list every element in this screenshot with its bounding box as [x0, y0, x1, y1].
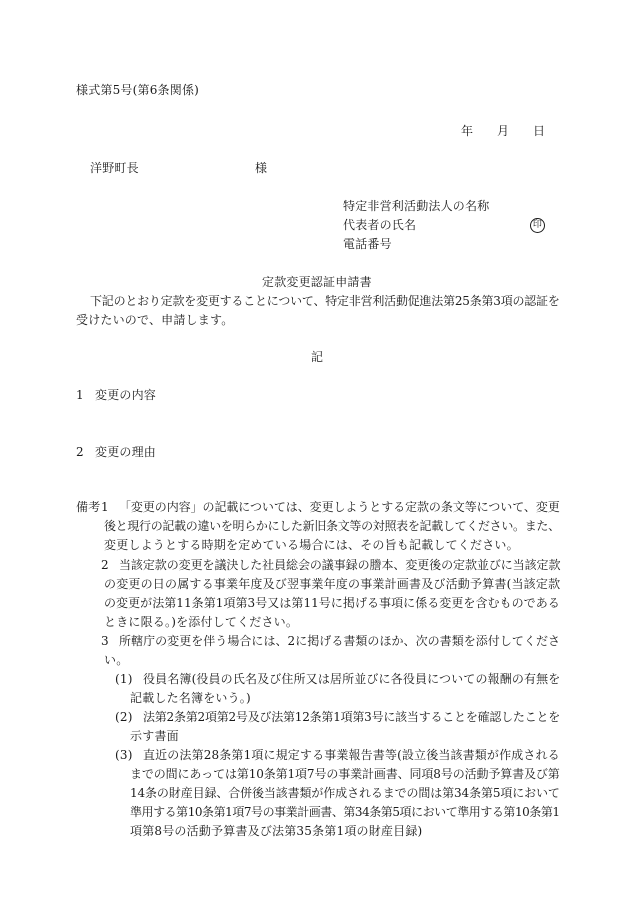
note-2-line: ときに限る。)を添付してください。: [104, 615, 299, 629]
recipient-honorific: 様: [255, 161, 268, 175]
date-year-label: 年: [461, 124, 474, 138]
sub-2-line: 法第2条第2項第2号及び法第12条第1項第3号に該当することを確認したことを: [143, 710, 561, 724]
note-2-line: の変更の日の属する事業年度及び翌事業年度の事業計画書及び活動予算書(当該定款: [104, 577, 561, 591]
sub-3-line: 14条の財産目録、合併後当該書類が作成されるまでの間は第34条第5項において: [130, 786, 560, 800]
sub-1-line: 記載した名簿をいう。): [130, 691, 251, 705]
note-2-line: 当該定款の変更を議決した社員総会の議事録の謄本、変更後の定款並びに当該定款: [119, 558, 561, 572]
sub-2-line: 示す書面: [130, 729, 179, 743]
org-name-label: 特定非営利活動法人の名称: [343, 199, 490, 213]
sub-3-line: 準用する第10条第1項7号の事業計画書、第34条第5項において準用する第10条第1: [130, 805, 560, 819]
item-2-number: 2: [76, 445, 84, 459]
intro-line-2: 受けたいので、申請します。: [76, 313, 234, 327]
note-1-line: 後と現行の記載の違いを明らかにした新旧条文等の対照表を記載してください。また、: [104, 519, 560, 533]
recipient-name: 洋野町長: [90, 161, 139, 175]
intro-line-1: 下記のとおり定款を変更することについて、特定非営利活動促進法第25条第3項の認証を: [90, 294, 560, 308]
ki-heading: 記: [311, 350, 324, 364]
notes-label: 備考: [76, 500, 101, 514]
sub-3-line: 直近の法第28条第1項に規定する事業報告書等(設立後当該書類が作成される: [143, 748, 560, 762]
seal-icon: 印: [530, 218, 545, 233]
note-3-line: 所轄庁の変更を伴う場合には、2に掲げる書類のほか、次の書類を添付してくださ: [119, 634, 561, 648]
item-1-label: 変更の内容: [95, 388, 157, 402]
sub-3-line: 項第8号の活動予算書及び法第35条第1項の財産目録): [130, 824, 423, 838]
note-1-line: 変更しようとする時期を定めている場合には、その旨も記載してください。: [104, 538, 519, 552]
sub-2-number: (2): [115, 710, 133, 724]
note-1-line: 「変更の内容」の記載については、変更しようとする定款の条文等について、変更: [119, 500, 560, 514]
note-2-number: 2: [101, 558, 109, 572]
note-3-line: い。: [104, 653, 129, 667]
note-3-number: 3: [101, 634, 109, 648]
sub-1-line: 役員名簿(役員の氏名及び住所又は居所並びに各役員についての報酬の有無を: [143, 672, 561, 686]
document-title: 定款変更認証申請書: [262, 275, 372, 289]
sub-3-line: までの間にあっては第10条第1項7号の事業計画書、同項8号の活動予算書及び第: [130, 767, 560, 781]
form-number: 様式第5号(第6条関係): [76, 83, 200, 97]
seal-mark: [530, 216, 545, 234]
date-month-label: 月: [497, 124, 510, 138]
sub-1-number: (1): [115, 672, 133, 686]
sub-3-number: (3): [115, 748, 133, 762]
date-day-label: 日: [533, 124, 546, 138]
note-2-line: の変更が法第11条第1項第3号又は第11号に掲げる事項に係る変更を含むものである: [104, 596, 560, 610]
item-2-label: 変更の理由: [95, 445, 157, 459]
phone-label: 電話番号: [343, 237, 392, 251]
representative-label: 代表者の氏名: [343, 218, 417, 232]
item-1-number: 1: [76, 388, 84, 402]
note-1-number: 1: [101, 500, 109, 514]
